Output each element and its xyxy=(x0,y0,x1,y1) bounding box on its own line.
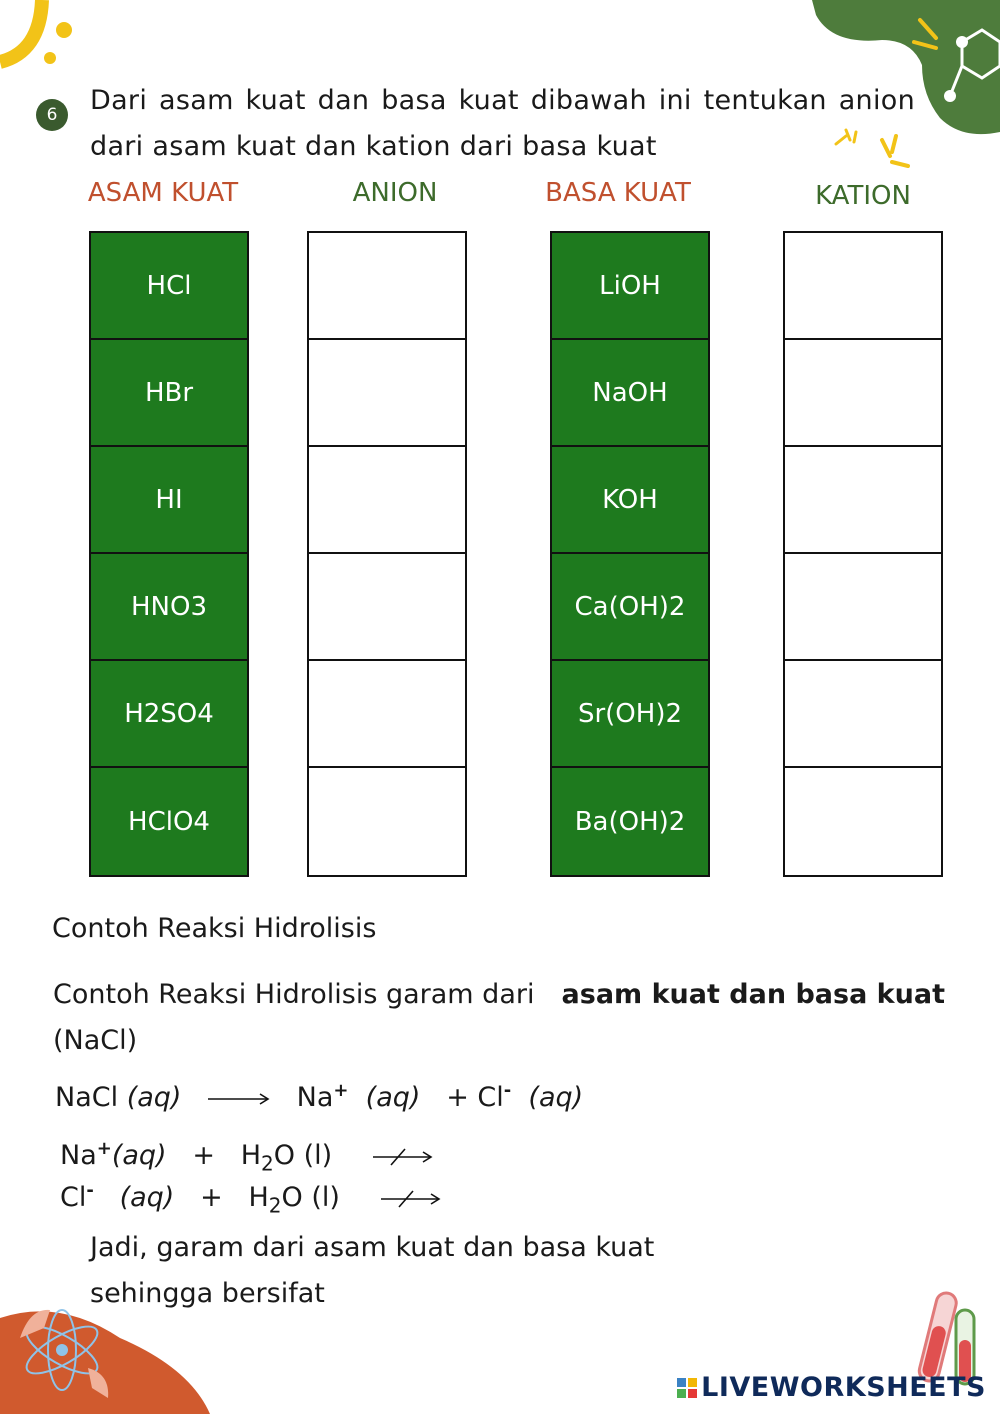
test-tube-decoration-icon xyxy=(900,1286,990,1386)
liveworksheets-logo-icon xyxy=(677,1378,697,1398)
anion-hydrolysis-equation: Cl- (aq) + $H_2O$ (l) xyxy=(60,1180,443,1217)
base-cell: Sr(OH)2 xyxy=(552,661,708,768)
anion-answer-box[interactable] xyxy=(309,233,465,340)
anion-answer-box[interactable] xyxy=(309,447,465,554)
no-reaction-arrow-icon xyxy=(371,1145,435,1169)
acid-cell: HI xyxy=(91,447,247,554)
acid-cell: HBr xyxy=(91,340,247,447)
example-intro-end: (NaCl) xyxy=(53,1025,138,1056)
base-cell: LiOH xyxy=(552,233,708,340)
acid-cell: HNO3 xyxy=(91,554,247,661)
cation-answer-box[interactable] xyxy=(785,340,941,447)
liveworksheets-logo: LIVEWORKSHEETS xyxy=(677,1372,986,1403)
question-text xyxy=(90,78,915,170)
base-column xyxy=(550,231,710,877)
cation-answer-box[interactable] xyxy=(785,661,941,768)
cation-hydrolysis-equation: Na+(aq) + $H_2O$ (l) xyxy=(60,1138,435,1175)
example-intro-text: Contoh Reaksi Hidrolisis garam dari xyxy=(53,979,535,1010)
acid-column xyxy=(89,231,249,877)
base-column-header: BASA KUAT xyxy=(545,178,691,208)
question-line-1: Dari asam kuat dan basa kuat dibawah ini tentukan anion xyxy=(90,85,915,116)
no-reaction-arrow-icon xyxy=(379,1187,443,1211)
cation-answer-box[interactable] xyxy=(785,554,941,661)
acid-cell: HCl xyxy=(91,233,247,340)
atom-decoration-icon xyxy=(0,1298,210,1414)
example-heading: Contoh Reaksi Hidrolisis xyxy=(52,913,377,944)
sun-decoration-icon xyxy=(0,0,90,90)
acid-cell: H2SO4 xyxy=(91,661,247,768)
acid-column-header: ASAM KUAT xyxy=(87,178,239,208)
base-cell: Ba(OH)2 xyxy=(574,806,686,837)
cation-column-header: KATION xyxy=(815,181,911,211)
base-cell: KOH xyxy=(552,447,708,554)
example-intro-bold: asam kuat dan basa kuat xyxy=(561,979,945,1010)
base-cell: NaOH xyxy=(552,340,708,447)
base-cell: Ca(OH)2 xyxy=(552,554,708,661)
dissociation-equation: NaCl (aq) Na+ (aq) + Cl- (aq) xyxy=(55,1080,584,1113)
reaction-arrow-icon xyxy=(204,1089,274,1109)
cation-answer-box[interactable] xyxy=(785,768,941,875)
cation-answer-column xyxy=(783,231,943,877)
conclusion-line-1: Jadi, garam dari asam kuat dan basa kuat xyxy=(90,1232,655,1263)
anion-answer-box[interactable] xyxy=(309,554,465,661)
anion-answer-column xyxy=(307,231,467,877)
cation-answer-box[interactable] xyxy=(785,447,941,554)
acid-cell: HClO4 xyxy=(128,806,210,837)
question-number-badge: 6 xyxy=(36,99,68,131)
question-line-2: dari asam kuat dan kation dari basa kuat xyxy=(90,131,657,162)
cation-answer-box[interactable] xyxy=(785,233,941,340)
anion-column-header: ANION xyxy=(352,178,438,208)
conclusion-line-2: sehingga bersifat xyxy=(90,1278,325,1309)
anion-answer-box[interactable] xyxy=(309,661,465,768)
anion-answer-box[interactable] xyxy=(309,768,465,875)
example-intro xyxy=(53,972,945,1064)
anion-answer-box[interactable] xyxy=(309,340,465,447)
